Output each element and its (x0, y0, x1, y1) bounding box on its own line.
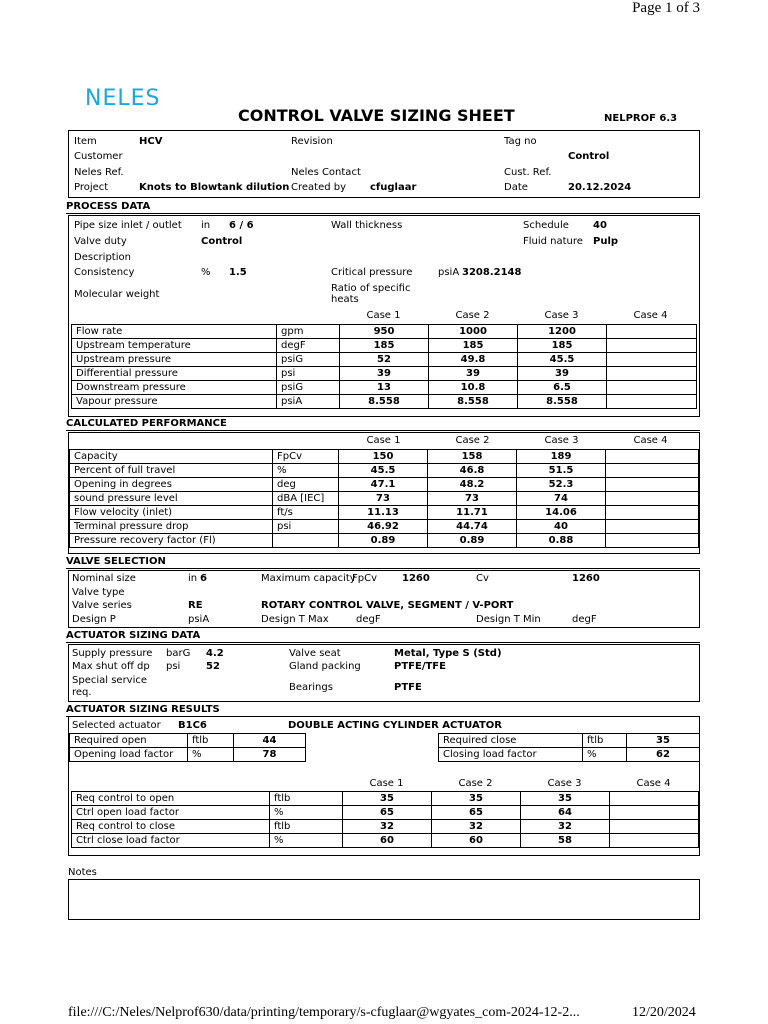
supply-pressure-unit: barG (166, 648, 191, 659)
gland-packing-value: PTFE/TFE (394, 661, 446, 672)
case-2-value: 49.8 (429, 353, 518, 367)
gland-packing-label: Gland packing (289, 661, 361, 672)
max-capacity-unit: FpCv (352, 573, 377, 584)
case-2-value: 1000 (429, 325, 518, 339)
max-shutoff-value: 52 (206, 661, 220, 672)
document-title: CONTROL VALVE SIZING SHEET (238, 106, 515, 125)
table-row (70, 492, 699, 506)
case-2-value: 46.8 (428, 464, 517, 478)
valve-series-label: Valve series (72, 600, 132, 611)
case-3-value: 14.06 (517, 506, 606, 520)
revision-label: Revision (291, 136, 333, 147)
row-unit: FpCv (273, 450, 339, 464)
item-value: HCV (139, 136, 163, 147)
row-label: Pressure recovery factor (Fl) (70, 534, 273, 548)
row-label: Ctrl close load factor (72, 834, 270, 848)
item-label: Item (74, 136, 97, 147)
case-4-value (606, 492, 699, 506)
row-unit: psi (277, 367, 340, 381)
wall-thickness-label: Wall thickness (331, 220, 403, 231)
row-label: Flow rate (72, 325, 277, 339)
table-row (72, 792, 699, 806)
design-tmin-label: Design T Min (476, 614, 541, 625)
case-3-value: 0.88 (517, 534, 606, 548)
case-header: Case 4 (633, 435, 668, 446)
row-unit: psiG (277, 353, 340, 367)
case-header: Case 3 (547, 778, 582, 789)
table-row (70, 506, 699, 520)
consistency-value: 1.5 (229, 267, 247, 278)
table-row (72, 834, 699, 848)
required-open-value: 44 (234, 734, 306, 748)
case-3-value: 51.5 (517, 464, 606, 478)
case-2-value: 39 (429, 367, 518, 381)
case-4-value (607, 339, 697, 353)
required-close-value: 35 (627, 734, 700, 748)
nominal-size-label: Nominal size (72, 573, 136, 584)
case-2-value: 11.71 (428, 506, 517, 520)
software-version: NELPROF 6.3 (604, 113, 678, 124)
case-1-value: 11.13 (339, 506, 428, 520)
row-unit: gpm (277, 325, 340, 339)
case-1-value: 39 (340, 367, 429, 381)
row-unit: ft/s (273, 506, 339, 520)
case-4-value (607, 395, 697, 409)
required-open-unit: ftlb (188, 734, 234, 748)
cv-label: Cv (476, 573, 489, 584)
project-value: Knots to Blowtank dilution (139, 182, 290, 193)
actuator-results-section-title: ACTUATOR SIZING RESULTS (66, 704, 220, 715)
case-1-value: 47.1 (339, 478, 428, 492)
table-row (72, 325, 697, 339)
case-3-value: 52.3 (517, 478, 606, 492)
row-unit: psi (273, 520, 339, 534)
row-label: sound pressure level (70, 492, 273, 506)
case-1-value: 32 (343, 820, 432, 834)
row-unit: ftlb (270, 820, 343, 834)
actuator-data-box (68, 644, 700, 702)
required-open-label: Required open (70, 734, 188, 748)
case-4-value (610, 792, 699, 806)
valve-box (68, 570, 700, 628)
case-header: Case 4 (636, 778, 671, 789)
tag-label: Tag no (504, 136, 537, 147)
case-2-value: 185 (429, 339, 518, 353)
case-4-value (610, 834, 699, 848)
critical-pressure-value: 3208.2148 (462, 267, 522, 278)
case-2-value: 73 (428, 492, 517, 506)
case-3-value: 58 (521, 834, 610, 848)
table-row (72, 353, 697, 367)
date-label: Date (504, 182, 528, 193)
case-2-value: 0.89 (428, 534, 517, 548)
case-2-value: 158 (428, 450, 517, 464)
design-tmin-unit: degF (572, 614, 597, 625)
supply-pressure-value: 4.2 (206, 648, 224, 659)
row-unit: degF (277, 339, 340, 353)
design-tmax-unit: degF (356, 614, 381, 625)
nominal-size-value: 6 (200, 573, 207, 584)
valve-series-value: RE (188, 600, 203, 611)
performance-table (69, 449, 699, 548)
date-value: 20.12.2024 (568, 182, 632, 193)
row-label: Req control to close (72, 820, 270, 834)
opening-load-factor-value: 78 (234, 748, 306, 762)
design-p-label: Design P (72, 614, 116, 625)
case-3-value: 74 (517, 492, 606, 506)
case-header: Case 2 (458, 778, 493, 789)
row-unit: ftlb (270, 792, 343, 806)
case-4-value (606, 450, 699, 464)
case-3-value: 64 (521, 806, 610, 820)
fluid-nature-label: Fluid nature (523, 236, 583, 247)
bearings-value: PTFE (394, 682, 422, 693)
neles-ref-label: Neles Ref. (74, 167, 124, 178)
case-3-value: 189 (517, 450, 606, 464)
project-label: Project (74, 182, 109, 193)
table-row (70, 450, 699, 464)
case-2-value: 8.558 (429, 395, 518, 409)
case-4-value (607, 367, 697, 381)
row-label: Flow velocity (inlet) (70, 506, 273, 520)
case-3-value: 40 (517, 520, 606, 534)
created-by-value: cfuglaar (370, 182, 417, 193)
open-requirements-table (69, 733, 306, 762)
created-by-label: Created by (291, 182, 347, 193)
case-4-value (606, 464, 699, 478)
table-row (70, 534, 699, 548)
cv-value: 1260 (572, 573, 600, 584)
case-2-value: 32 (432, 820, 521, 834)
consistency-label: Consistency (74, 267, 135, 278)
valve-series-description: ROTARY CONTROL VALVE, SEGMENT / V-PORT (261, 600, 514, 611)
design-tmax-label: Design T Max (261, 614, 329, 625)
case-4-value (606, 520, 699, 534)
neles-contact-label: Neles Contact (291, 167, 361, 178)
max-shutoff-unit: psi (166, 661, 181, 672)
case-1-value: 35 (343, 792, 432, 806)
case-3-value: 6.5 (518, 381, 607, 395)
case-4-value (610, 820, 699, 834)
case-1-value: 8.558 (340, 395, 429, 409)
table-row (72, 395, 697, 409)
ratio-specific-heats-label: Ratio of specific (331, 283, 411, 294)
closing-load-factor-unit: % (583, 748, 627, 762)
bearings-label: Bearings (289, 682, 333, 693)
case-4-value (606, 534, 699, 548)
case-3-value: 39 (518, 367, 607, 381)
row-label: Vapour pressure (72, 395, 277, 409)
design-p-unit: psiA (188, 614, 210, 625)
pipe-size-label: Pipe size inlet / outlet (74, 220, 182, 231)
nominal-size-unit: in (188, 573, 198, 584)
consistency-unit: % (201, 267, 211, 278)
schedule-value: 40 (593, 220, 607, 231)
case-header: Case 1 (366, 435, 401, 446)
valve-seat-label: Valve seat (289, 648, 341, 659)
case-3-value: 32 (521, 820, 610, 834)
row-unit: deg (273, 478, 339, 492)
max-capacity-value: 1260 (402, 573, 430, 584)
neles-logo: NELES (85, 86, 161, 111)
case-header: Case 1 (369, 778, 404, 789)
valve-type-label: Valve type (72, 587, 125, 598)
case-1-value: 45.5 (339, 464, 428, 478)
case-header: Case 2 (455, 310, 490, 321)
critical-pressure-unit: psiA (438, 267, 460, 278)
case-1-value: 73 (339, 492, 428, 506)
description-label: Description (74, 252, 131, 263)
selected-actuator-value: B1C6 (178, 720, 207, 731)
case-header: Case 1 (366, 310, 401, 321)
case-1-value: 0.89 (339, 534, 428, 548)
case-header: Case 3 (544, 310, 579, 321)
max-shutoff-label: Max shut off dp (72, 661, 150, 672)
row-label: Capacity (70, 450, 273, 464)
pipe-size-value: 6 / 6 (229, 220, 254, 231)
opening-load-factor-label: Opening load factor (70, 748, 188, 762)
row-label: Opening in degrees (70, 478, 273, 492)
ratio-specific-heats-label-2: heats (331, 294, 359, 305)
notes-box[interactable] (68, 879, 700, 920)
selected-actuator-label: Selected actuator (72, 720, 161, 731)
case-3-value: 35 (521, 792, 610, 806)
closing-load-factor-label: Closing load factor (439, 748, 583, 762)
row-label: Req control to open (72, 792, 270, 806)
case-header: Case 3 (544, 435, 579, 446)
row-label: Terminal pressure drop (70, 520, 273, 534)
notes-label: Notes (68, 867, 97, 878)
supply-pressure-label: Supply pressure (72, 648, 153, 659)
valve-seat-value: Metal, Type S (Std) (394, 648, 502, 659)
row-unit: % (273, 464, 339, 478)
row-label: Upstream temperature (72, 339, 277, 353)
case-2-value: 48.2 (428, 478, 517, 492)
case-1-value: 185 (340, 339, 429, 353)
page-number: Page 1 of 3 (632, 0, 700, 16)
row-label: Percent of full travel (70, 464, 273, 478)
case-4-value (606, 478, 699, 492)
process-table (71, 324, 697, 409)
special-service-label-2: req. (72, 687, 92, 698)
row-unit: % (270, 834, 343, 848)
tag-value: Control (568, 151, 610, 162)
actuator-results-table (71, 791, 699, 848)
table-row (72, 367, 697, 381)
valve-section-title: VALVE SELECTION (66, 556, 166, 567)
row-unit (273, 534, 339, 548)
case-3-value: 45.5 (518, 353, 607, 367)
process-section-title: PROCESS DATA (66, 201, 151, 212)
pipe-size-unit: in (201, 220, 211, 231)
case-1-value: 52 (340, 353, 429, 367)
case-2-value: 44.74 (428, 520, 517, 534)
fluid-nature-value: Pulp (593, 236, 619, 247)
special-service-label: Special service (72, 675, 148, 686)
case-3-value: 8.558 (518, 395, 607, 409)
case-1-value: 60 (343, 834, 432, 848)
valve-duty-value: Control (201, 236, 243, 247)
case-1-value: 13 (340, 381, 429, 395)
row-label: Ctrl open load factor (72, 806, 270, 820)
table-row (70, 464, 699, 478)
opening-load-factor-unit: % (188, 748, 234, 762)
close-requirements-table (438, 733, 700, 762)
case-3-value: 1200 (518, 325, 607, 339)
table-row (72, 806, 699, 820)
performance-section-title: CALCULATED PERFORMANCE (66, 418, 227, 429)
case-2-value: 35 (432, 792, 521, 806)
footer-file-path: file:///C:/Neles/Nelprof630/data/printing/temporary/s-cfuglaar@wgyates_com-2024-12-2... (68, 1005, 580, 1020)
case-3-value: 185 (518, 339, 607, 353)
row-label: Upstream pressure (72, 353, 277, 367)
case-4-value (607, 381, 697, 395)
row-label: Differential pressure (72, 367, 277, 381)
case-1-value: 950 (340, 325, 429, 339)
row-unit: dBA [IEC] (273, 492, 339, 506)
row-unit: psiG (277, 381, 340, 395)
required-close-unit: ftlb (583, 734, 627, 748)
case-4-value (606, 506, 699, 520)
case-header: Case 2 (455, 435, 490, 446)
table-row (70, 478, 699, 492)
table-row (72, 339, 697, 353)
case-4-value (607, 325, 697, 339)
table-row (72, 381, 697, 395)
schedule-label: Schedule (523, 220, 569, 231)
max-capacity-label: Maximum capacity (261, 573, 356, 584)
table-row (72, 820, 699, 834)
cust-ref-label: Cust. Ref. (504, 167, 552, 178)
case-2-value: 10.8 (429, 381, 518, 395)
case-1-value: 46.92 (339, 520, 428, 534)
row-unit: % (270, 806, 343, 820)
case-4-value (610, 806, 699, 820)
case-2-value: 65 (432, 806, 521, 820)
case-2-value: 60 (432, 834, 521, 848)
case-header: Case 4 (633, 310, 668, 321)
customer-label: Customer (74, 151, 123, 162)
table-row (70, 520, 699, 534)
molecular-weight-label: Molecular weight (74, 289, 160, 300)
case-1-value: 65 (343, 806, 432, 820)
case-1-value: 150 (339, 450, 428, 464)
footer-date: 12/20/2024 (632, 1005, 696, 1020)
required-close-label: Required close (439, 734, 583, 748)
case-4-value (607, 353, 697, 367)
valve-duty-label: Valve duty (74, 236, 127, 247)
row-label: Downstream pressure (72, 381, 277, 395)
row-unit: psiA (277, 395, 340, 409)
actuator-data-section-title: ACTUATOR SIZING DATA (66, 630, 201, 641)
closing-load-factor-value: 62 (627, 748, 700, 762)
selected-actuator-description: DOUBLE ACTING CYLINDER ACTUATOR (288, 720, 502, 731)
critical-pressure-label: Critical pressure (331, 267, 413, 278)
